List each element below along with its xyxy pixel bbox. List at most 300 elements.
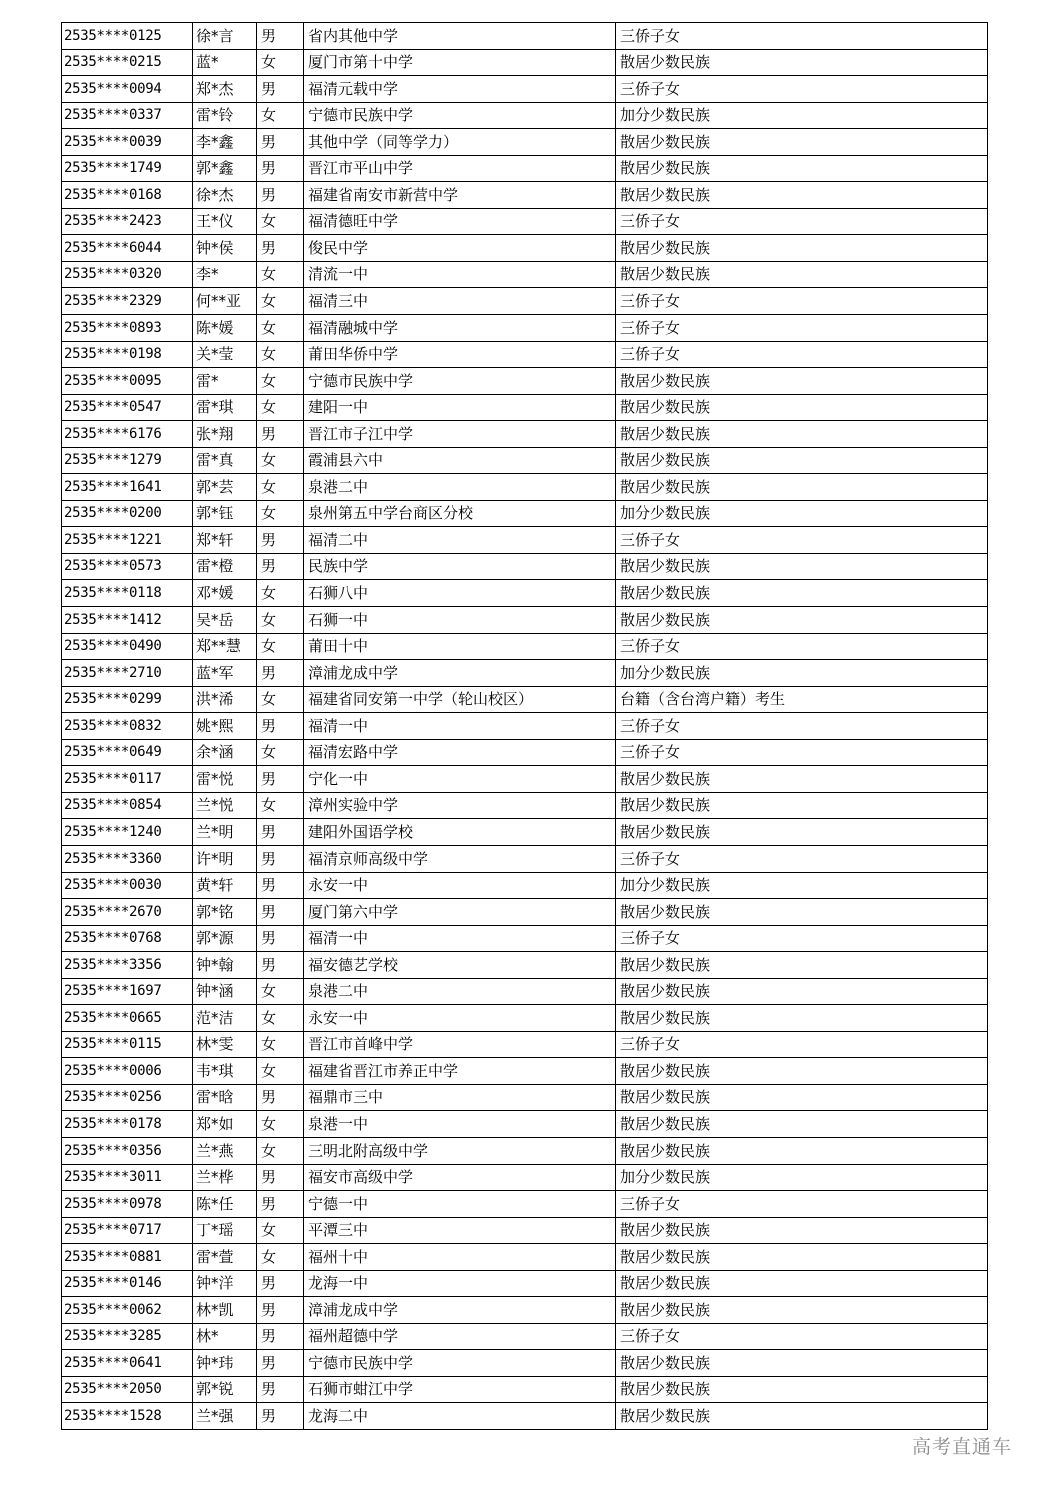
sex-cell: 男 — [257, 182, 304, 209]
school-cell: 泉州第五中学台商区分校 — [304, 500, 616, 527]
name-cell: 雷*橙 — [193, 553, 257, 580]
sex-cell: 女 — [257, 261, 304, 288]
name-cell: 雷*悦 — [193, 766, 257, 793]
sex-cell: 男 — [257, 1191, 304, 1218]
table-row — [62, 421, 988, 448]
school-cell: 福安德艺学校 — [304, 952, 616, 979]
table-row — [62, 1058, 988, 1085]
category-cell: 散居少数民族 — [616, 1111, 988, 1138]
school-cell: 建阳一中 — [304, 394, 616, 421]
name-cell: 雷*琪 — [193, 394, 257, 421]
school-cell: 永安一中 — [304, 872, 616, 899]
school-cell: 三明北附高级中学 — [304, 1137, 616, 1164]
sex-cell: 女 — [257, 1244, 304, 1271]
school-cell: 宁德一中 — [304, 1191, 616, 1218]
candidate-id-cell: 2535****0062 — [62, 1297, 193, 1324]
table-row — [62, 315, 988, 342]
school-cell: 福清三中 — [304, 288, 616, 315]
school-cell: 福建省晋江市养正中学 — [304, 1058, 616, 1085]
category-cell: 散居少数民族 — [616, 182, 988, 209]
table-row — [62, 1244, 988, 1271]
candidate-id-cell: 2535****0039 — [62, 129, 193, 156]
name-cell: 韦*琪 — [193, 1058, 257, 1085]
school-cell: 泉港二中 — [304, 978, 616, 1005]
category-cell: 散居少数民族 — [616, 368, 988, 395]
sex-cell: 男 — [257, 23, 304, 50]
category-cell: 散居少数民族 — [616, 1058, 988, 1085]
name-cell: 关*莹 — [193, 341, 257, 368]
category-cell: 散居少数民族 — [616, 899, 988, 926]
name-cell: 林*凯 — [193, 1297, 257, 1324]
table-row — [62, 553, 988, 580]
table-row — [62, 23, 988, 50]
table-row — [62, 1270, 988, 1297]
table-row — [62, 129, 988, 156]
table-row — [62, 925, 988, 952]
school-cell: 宁德市民族中学 — [304, 102, 616, 129]
category-cell: 散居少数民族 — [616, 1005, 988, 1032]
school-cell: 宁化一中 — [304, 766, 616, 793]
category-cell: 散居少数民族 — [616, 1297, 988, 1324]
name-cell: 徐*言 — [193, 23, 257, 50]
name-cell: 兰*燕 — [193, 1137, 257, 1164]
sex-cell: 男 — [257, 845, 304, 872]
table-row — [62, 49, 988, 76]
school-cell: 漳浦龙成中学 — [304, 1297, 616, 1324]
name-cell: 钟*玮 — [193, 1350, 257, 1377]
sex-cell: 男 — [257, 1164, 304, 1191]
category-cell: 三侨子女 — [616, 739, 988, 766]
category-cell: 三侨子女 — [616, 341, 988, 368]
table-row — [62, 447, 988, 474]
name-cell: 黄*轩 — [193, 872, 257, 899]
name-cell: 陈*媛 — [193, 315, 257, 342]
candidate-id-cell: 2535****0356 — [62, 1137, 193, 1164]
category-cell: 散居少数民族 — [616, 792, 988, 819]
school-cell: 泉港二中 — [304, 474, 616, 501]
school-cell: 厦门市第十中学 — [304, 49, 616, 76]
sex-cell: 男 — [257, 899, 304, 926]
table-row — [62, 1137, 988, 1164]
table-row — [62, 474, 988, 501]
sex-cell: 男 — [257, 952, 304, 979]
candidate-id-cell: 2535****0978 — [62, 1191, 193, 1218]
category-cell: 散居少数民族 — [616, 1270, 988, 1297]
category-cell: 三侨子女 — [616, 1323, 988, 1350]
category-cell: 散居少数民族 — [616, 553, 988, 580]
table-row — [62, 261, 988, 288]
name-cell: 丁*瑶 — [193, 1217, 257, 1244]
sex-cell: 男 — [257, 713, 304, 740]
sex-cell: 女 — [257, 739, 304, 766]
category-cell: 散居少数民族 — [616, 155, 988, 182]
sex-cell: 女 — [257, 1111, 304, 1138]
candidate-id-cell: 2535****0200 — [62, 500, 193, 527]
table-row — [62, 394, 988, 421]
category-cell: 三侨子女 — [616, 76, 988, 103]
name-cell: 郑**慧 — [193, 633, 257, 660]
candidate-id-cell: 2535****0649 — [62, 739, 193, 766]
table-body — [62, 23, 988, 1430]
candidate-id-cell: 2535****1279 — [62, 447, 193, 474]
candidate-id-cell: 2535****6176 — [62, 421, 193, 448]
category-cell: 散居少数民族 — [616, 235, 988, 262]
candidate-id-cell: 2535****1528 — [62, 1403, 193, 1430]
category-cell: 三侨子女 — [616, 1191, 988, 1218]
sex-cell: 男 — [257, 872, 304, 899]
name-cell: 蓝* — [193, 49, 257, 76]
school-cell: 民族中学 — [304, 553, 616, 580]
name-cell: 李*鑫 — [193, 129, 257, 156]
candidate-id-cell: 2535****6044 — [62, 235, 193, 262]
category-cell: 散居少数民族 — [616, 766, 988, 793]
school-cell: 福清德旺中学 — [304, 208, 616, 235]
category-cell: 三侨子女 — [616, 713, 988, 740]
candidate-id-cell: 2535****1412 — [62, 607, 193, 634]
category-cell: 三侨子女 — [616, 315, 988, 342]
name-cell: 兰*悦 — [193, 792, 257, 819]
candidate-id-cell: 2535****0768 — [62, 925, 193, 952]
sex-cell: 女 — [257, 341, 304, 368]
school-cell: 石狮市蚶江中学 — [304, 1376, 616, 1403]
table-row — [62, 76, 988, 103]
table-row — [62, 978, 988, 1005]
candidate-id-cell: 2535****0832 — [62, 713, 193, 740]
name-cell: 王*仪 — [193, 208, 257, 235]
school-cell: 福清一中 — [304, 713, 616, 740]
sex-cell: 女 — [257, 1031, 304, 1058]
table-row — [62, 1297, 988, 1324]
candidate-id-cell: 2535****0641 — [62, 1350, 193, 1377]
category-cell: 散居少数民族 — [616, 1084, 988, 1111]
category-cell: 散居少数民族 — [616, 1244, 988, 1271]
sex-cell: 女 — [257, 447, 304, 474]
candidate-id-cell: 2535****2329 — [62, 288, 193, 315]
name-cell: 郑*轩 — [193, 527, 257, 554]
sex-cell: 男 — [257, 1084, 304, 1111]
school-cell: 龙海一中 — [304, 1270, 616, 1297]
category-cell: 散居少数民族 — [616, 447, 988, 474]
school-cell: 平潭三中 — [304, 1217, 616, 1244]
sex-cell: 男 — [257, 925, 304, 952]
category-cell: 散居少数民族 — [616, 819, 988, 846]
school-cell: 永安一中 — [304, 1005, 616, 1032]
school-cell: 福州超德中学 — [304, 1323, 616, 1350]
category-cell: 三侨子女 — [616, 845, 988, 872]
sex-cell: 男 — [257, 129, 304, 156]
candidate-id-cell: 2535****0547 — [62, 394, 193, 421]
name-cell: 林*雯 — [193, 1031, 257, 1058]
table-row — [62, 660, 988, 687]
table-row — [62, 341, 988, 368]
candidate-id-cell: 2535****0095 — [62, 368, 193, 395]
candidate-id-cell: 2535****0573 — [62, 553, 193, 580]
sex-cell: 女 — [257, 792, 304, 819]
table-row — [62, 607, 988, 634]
school-cell: 福建省同安第一中学（轮山校区） — [304, 686, 616, 713]
category-cell: 散居少数民族 — [616, 1137, 988, 1164]
candidate-id-cell: 2535****0893 — [62, 315, 193, 342]
sex-cell: 男 — [257, 155, 304, 182]
category-cell: 散居少数民族 — [616, 129, 988, 156]
category-cell: 三侨子女 — [616, 633, 988, 660]
school-cell: 福清京师高级中学 — [304, 845, 616, 872]
school-cell: 清流一中 — [304, 261, 616, 288]
school-cell: 莆田华侨中学 — [304, 341, 616, 368]
category-cell: 散居少数民族 — [616, 474, 988, 501]
candidate-id-cell: 2535****0146 — [62, 1270, 193, 1297]
category-cell: 台籍（含台湾户籍）考生 — [616, 686, 988, 713]
category-cell: 散居少数民族 — [616, 607, 988, 634]
sex-cell: 男 — [257, 766, 304, 793]
name-cell: 郭*芸 — [193, 474, 257, 501]
school-cell: 晋江市平山中学 — [304, 155, 616, 182]
name-cell: 雷*真 — [193, 447, 257, 474]
sex-cell: 女 — [257, 978, 304, 1005]
school-cell: 福清元载中学 — [304, 76, 616, 103]
table-row — [62, 739, 988, 766]
table-row — [62, 899, 988, 926]
candidate-id-cell: 2535****3360 — [62, 845, 193, 872]
table-row — [62, 208, 988, 235]
sex-cell: 女 — [257, 474, 304, 501]
name-cell: 吴*岳 — [193, 607, 257, 634]
candidate-id-cell: 2535****2050 — [62, 1376, 193, 1403]
school-cell: 龙海二中 — [304, 1403, 616, 1430]
school-cell: 晋江市首峰中学 — [304, 1031, 616, 1058]
name-cell: 钟*洋 — [193, 1270, 257, 1297]
school-cell: 漳州实验中学 — [304, 792, 616, 819]
sex-cell: 男 — [257, 1323, 304, 1350]
table-row — [62, 952, 988, 979]
candidate-id-cell: 2535****0118 — [62, 580, 193, 607]
table-row — [62, 155, 988, 182]
name-cell: 钟*翰 — [193, 952, 257, 979]
candidate-id-cell: 2535****2670 — [62, 899, 193, 926]
candidate-id-cell: 2535****0094 — [62, 76, 193, 103]
name-cell: 兰*明 — [193, 819, 257, 846]
table-row — [62, 1403, 988, 1430]
candidate-id-cell: 2535****1697 — [62, 978, 193, 1005]
name-cell: 郭*钰 — [193, 500, 257, 527]
school-cell: 泉港一中 — [304, 1111, 616, 1138]
school-cell: 石狮八中 — [304, 580, 616, 607]
sex-cell: 男 — [257, 1297, 304, 1324]
name-cell: 李* — [193, 261, 257, 288]
category-cell: 散居少数民族 — [616, 978, 988, 1005]
table-row — [62, 686, 988, 713]
table-row — [62, 1031, 988, 1058]
name-cell: 张*翔 — [193, 421, 257, 448]
school-cell: 福安市高级中学 — [304, 1164, 616, 1191]
school-cell: 莆田十中 — [304, 633, 616, 660]
candidate-id-cell: 2535****0299 — [62, 686, 193, 713]
candidate-id-cell: 2535****0854 — [62, 792, 193, 819]
sex-cell: 女 — [257, 315, 304, 342]
candidate-id-cell: 2535****3356 — [62, 952, 193, 979]
table-row — [62, 633, 988, 660]
name-cell: 余*涵 — [193, 739, 257, 766]
sex-cell: 男 — [257, 660, 304, 687]
table-row — [62, 1376, 988, 1403]
candidate-id-cell: 2535****0665 — [62, 1005, 193, 1032]
school-cell: 晋江市子江中学 — [304, 421, 616, 448]
sex-cell: 男 — [257, 819, 304, 846]
table-row — [62, 766, 988, 793]
sex-cell: 女 — [257, 368, 304, 395]
candidate-id-cell: 2535****0125 — [62, 23, 193, 50]
candidate-id-cell: 2535****3285 — [62, 1323, 193, 1350]
sex-cell: 女 — [257, 1005, 304, 1032]
candidate-id-cell: 2535****0168 — [62, 182, 193, 209]
name-cell: 兰*强 — [193, 1403, 257, 1430]
sex-cell: 女 — [257, 580, 304, 607]
sex-cell: 女 — [257, 288, 304, 315]
school-cell: 厦门第六中学 — [304, 899, 616, 926]
category-cell: 散居少数民族 — [616, 1403, 988, 1430]
table-row — [62, 500, 988, 527]
table-row — [62, 368, 988, 395]
school-cell: 其他中学（同等学力） — [304, 129, 616, 156]
school-cell: 宁德市民族中学 — [304, 1350, 616, 1377]
school-cell: 福清宏路中学 — [304, 739, 616, 766]
table-row — [62, 527, 988, 554]
category-cell: 散居少数民族 — [616, 261, 988, 288]
sex-cell: 男 — [257, 76, 304, 103]
category-cell: 散居少数民族 — [616, 1350, 988, 1377]
school-cell: 福鼎市三中 — [304, 1084, 616, 1111]
table-row — [62, 1164, 988, 1191]
school-cell: 省内其他中学 — [304, 23, 616, 50]
table-row — [62, 1005, 988, 1032]
table-row — [62, 1350, 988, 1377]
candidate-id-cell: 2535****0006 — [62, 1058, 193, 1085]
candidate-id-cell: 2535****2423 — [62, 208, 193, 235]
candidate-id-cell: 2535****1221 — [62, 527, 193, 554]
name-cell: 洪*浠 — [193, 686, 257, 713]
name-cell: 兰*桦 — [193, 1164, 257, 1191]
table-row — [62, 182, 988, 209]
name-cell: 陈*任 — [193, 1191, 257, 1218]
name-cell: 郭*鑫 — [193, 155, 257, 182]
school-cell: 建阳外国语学校 — [304, 819, 616, 846]
sex-cell: 男 — [257, 1403, 304, 1430]
candidate-id-cell: 2535****0215 — [62, 49, 193, 76]
watermark-text: 高考直通车 — [912, 1436, 1013, 1458]
table-row — [62, 235, 988, 262]
name-cell: 雷*铃 — [193, 102, 257, 129]
table-row — [62, 1191, 988, 1218]
name-cell: 雷*晗 — [193, 1084, 257, 1111]
category-cell: 散居少数民族 — [616, 1217, 988, 1244]
name-cell: 钟*涵 — [193, 978, 257, 1005]
name-cell: 郑*如 — [193, 1111, 257, 1138]
name-cell: 何**亚 — [193, 288, 257, 315]
sex-cell: 女 — [257, 1217, 304, 1244]
school-cell: 霞浦县六中 — [304, 447, 616, 474]
school-cell: 福州十中 — [304, 1244, 616, 1271]
sex-cell: 女 — [257, 1058, 304, 1085]
school-cell: 福清二中 — [304, 527, 616, 554]
sex-cell: 女 — [257, 686, 304, 713]
school-cell: 福建省南安市新营中学 — [304, 182, 616, 209]
name-cell: 邓*媛 — [193, 580, 257, 607]
table-row — [62, 713, 988, 740]
table-row — [62, 872, 988, 899]
category-cell: 散居少数民族 — [616, 394, 988, 421]
sex-cell: 男 — [257, 235, 304, 262]
category-cell: 三侨子女 — [616, 208, 988, 235]
school-cell: 宁德市民族中学 — [304, 368, 616, 395]
category-cell: 加分少数民族 — [616, 102, 988, 129]
sex-cell: 女 — [257, 102, 304, 129]
table-row — [62, 1217, 988, 1244]
school-cell: 俊民中学 — [304, 235, 616, 262]
sex-cell: 男 — [257, 1376, 304, 1403]
category-cell: 散居少数民族 — [616, 952, 988, 979]
category-cell: 三侨子女 — [616, 527, 988, 554]
candidate-id-cell: 2535****0030 — [62, 872, 193, 899]
candidate-id-cell: 2535****0717 — [62, 1217, 193, 1244]
sex-cell: 女 — [257, 607, 304, 634]
name-cell: 林* — [193, 1323, 257, 1350]
name-cell: 郭*源 — [193, 925, 257, 952]
candidate-id-cell: 2535****1641 — [62, 474, 193, 501]
sex-cell: 男 — [257, 1350, 304, 1377]
candidate-id-cell: 2535****0256 — [62, 1084, 193, 1111]
table-row — [62, 102, 988, 129]
table-row — [62, 1111, 988, 1138]
category-cell: 散居少数民族 — [616, 1376, 988, 1403]
candidate-id-cell: 2535****0115 — [62, 1031, 193, 1058]
name-cell: 范*洁 — [193, 1005, 257, 1032]
name-cell: 徐*杰 — [193, 182, 257, 209]
category-cell: 三侨子女 — [616, 23, 988, 50]
candidate-id-cell: 2535****0320 — [62, 261, 193, 288]
sex-cell: 女 — [257, 1137, 304, 1164]
sex-cell: 男 — [257, 553, 304, 580]
category-cell: 三侨子女 — [616, 288, 988, 315]
school-cell: 福清融城中学 — [304, 315, 616, 342]
name-cell: 雷*萱 — [193, 1244, 257, 1271]
sex-cell: 女 — [257, 208, 304, 235]
sex-cell: 男 — [257, 1270, 304, 1297]
sex-cell: 女 — [257, 394, 304, 421]
table-row — [62, 1323, 988, 1350]
name-cell: 蓝*军 — [193, 660, 257, 687]
category-cell: 加分少数民族 — [616, 500, 988, 527]
school-cell: 漳浦龙成中学 — [304, 660, 616, 687]
sex-cell: 男 — [257, 527, 304, 554]
sex-cell: 女 — [257, 49, 304, 76]
candidate-id-cell: 2535****1240 — [62, 819, 193, 846]
category-cell: 加分少数民族 — [616, 872, 988, 899]
candidate-id-cell: 2535****0178 — [62, 1111, 193, 1138]
candidate-id-cell: 2535****3011 — [62, 1164, 193, 1191]
candidate-id-cell: 2535****1749 — [62, 155, 193, 182]
name-cell: 雷* — [193, 368, 257, 395]
candidate-id-cell: 2535****0117 — [62, 766, 193, 793]
candidate-id-cell: 2535****0490 — [62, 633, 193, 660]
candidate-id-cell: 2535****2710 — [62, 660, 193, 687]
category-cell: 散居少数民族 — [616, 421, 988, 448]
candidate-id-cell: 2535****0337 — [62, 102, 193, 129]
table-row — [62, 580, 988, 607]
table-row — [62, 288, 988, 315]
sex-cell: 男 — [257, 421, 304, 448]
table-row — [62, 792, 988, 819]
table-row — [62, 1084, 988, 1111]
